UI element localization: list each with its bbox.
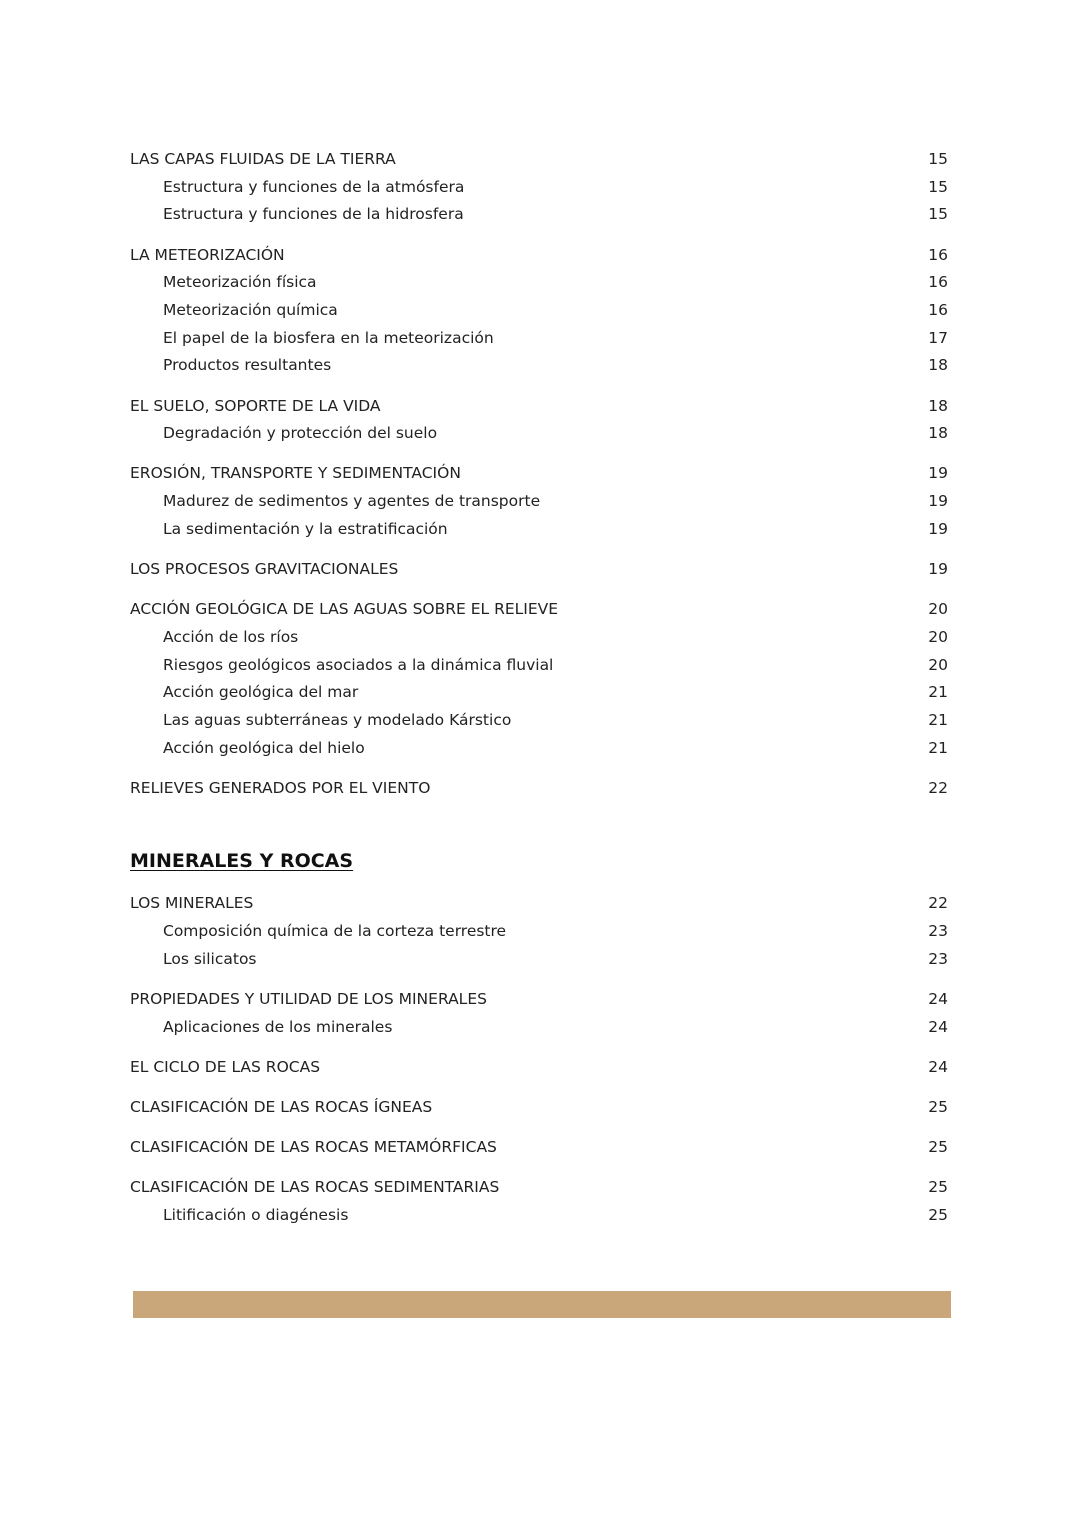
toc-entry-title: Madurez de sedimentos y agentes de transporte	[163, 492, 541, 511]
toc-entry-title: Meteorización química	[163, 300, 338, 319]
toc-entry-title: Composición química de la corteza terrestre	[163, 922, 507, 941]
toc-subentry[interactable]	[130, 1202, 950, 1230]
toc-entry-title: EL SUELO, SOPORTE DE LA VIDA	[130, 396, 381, 415]
toc-group	[130, 1054, 950, 1082]
toc-entry[interactable]	[130, 986, 950, 1014]
toc-group	[130, 1094, 950, 1122]
toc-entry-title: Degradación y protección del suelo	[163, 424, 438, 443]
toc-subentry[interactable]	[130, 707, 950, 735]
toc-entry-title: El papel de la biosfera en la meteorización	[163, 328, 494, 347]
toc-subentry[interactable]	[130, 174, 950, 202]
toc-entry-title: CLASIFICACIÓN DE LAS ROCAS ÍGNEAS	[130, 1098, 433, 1117]
toc-page-number: 23	[928, 922, 948, 941]
toc-entry-title: LA METEORIZACIÓN	[130, 245, 285, 264]
toc-entry-title: Estructura y funciones de la hidrosfera	[163, 205, 464, 224]
toc-page-number: 20	[928, 600, 948, 619]
toc-group	[130, 146, 950, 229]
footer-color-bar	[133, 1291, 951, 1318]
toc-entry-title: Las aguas subterráneas y modelado Kárstico	[163, 710, 512, 729]
toc-entry-title: Acción de los ríos	[163, 627, 299, 646]
toc-entry-title: Aplicaciones de los minerales	[163, 1017, 393, 1036]
toc-entry[interactable]	[130, 1094, 950, 1122]
toc-page-number: 15	[928, 177, 948, 196]
toc-part-2	[130, 890, 950, 1229]
toc-page-number: 16	[928, 300, 948, 319]
toc-page-number: 19	[928, 492, 948, 511]
toc-page-number: 23	[928, 949, 948, 968]
toc-subentry[interactable]	[130, 352, 950, 380]
toc-page-number: 25	[928, 1098, 948, 1117]
toc-page-number: 22	[928, 778, 948, 797]
toc-entry-title: EL CICLO DE LAS ROCAS	[130, 1057, 321, 1076]
toc-group	[130, 393, 950, 448]
toc-page-number: 22	[928, 894, 948, 913]
toc-group	[130, 890, 950, 973]
toc-page-number: 25	[928, 1206, 948, 1225]
toc-subentry[interactable]	[130, 918, 950, 946]
toc-page-number: 17	[928, 328, 948, 347]
toc-entry[interactable]	[130, 146, 950, 174]
toc-entry[interactable]	[130, 775, 950, 803]
toc-subentry[interactable]	[130, 420, 950, 448]
toc-entry-title: Estructura y funciones de la atmósfera	[163, 177, 465, 196]
toc-page-number: 24	[928, 1057, 948, 1076]
toc-entry[interactable]	[130, 1174, 950, 1202]
toc-entry-title: Productos resultantes	[163, 356, 332, 375]
toc-subentry[interactable]	[130, 624, 950, 652]
toc-page-number: 16	[928, 273, 948, 292]
toc-entry[interactable]	[130, 556, 950, 584]
toc-group	[130, 1134, 950, 1162]
toc-entry-title: CLASIFICACIÓN DE LAS ROCAS SEDIMENTARIAS	[130, 1178, 500, 1197]
toc-page-number: 21	[928, 738, 948, 757]
toc-page-number: 15	[928, 150, 948, 168]
toc-entry-title: EROSIÓN, TRANSPORTE Y SEDIMENTACIÓN	[130, 464, 461, 483]
toc-subentry[interactable]	[130, 325, 950, 353]
toc-entry-title: PROPIEDADES Y UTILIDAD DE LOS MINERALES	[130, 990, 487, 1008]
toc-part-1	[130, 146, 950, 802]
toc-group	[130, 1174, 950, 1229]
toc-page-number: 20	[928, 655, 948, 674]
toc-entry-title: Acción geológica del mar	[163, 683, 359, 702]
toc-group	[130, 596, 950, 762]
toc-group	[130, 986, 950, 1041]
toc-page-number: 25	[928, 1178, 948, 1197]
toc-page-number: 24	[928, 1017, 948, 1036]
toc-entry-title: Riesgos geológicos asociados a la dinámica fluvial	[163, 655, 554, 674]
toc-entry[interactable]	[130, 596, 950, 624]
toc-entry-title: Los silicatos	[163, 949, 257, 968]
toc-group	[130, 460, 950, 543]
toc-page-number: 15	[928, 205, 948, 224]
toc-group	[130, 556, 950, 584]
toc-entry-title: La sedimentación y la estratificación	[163, 519, 448, 538]
toc-page-number: 18	[928, 396, 948, 415]
toc-page-number: 21	[928, 683, 948, 702]
toc-entry-title: RELIEVES GENERADOS POR EL VIENTO	[130, 778, 431, 797]
toc-subentry[interactable]	[130, 1014, 950, 1042]
toc-subentry[interactable]	[130, 516, 950, 544]
toc-subentry[interactable]	[130, 269, 950, 297]
toc-page-number: 19	[928, 519, 948, 538]
toc-entry-title: Acción geológica del hielo	[163, 738, 365, 757]
toc-entry[interactable]	[130, 890, 950, 918]
toc-entry-title: ACCIÓN GEOLÓGICA DE LAS AGUAS SOBRE EL RELIEVE	[130, 600, 559, 619]
toc-page-number: 20	[928, 627, 948, 646]
toc-subentry[interactable]	[130, 946, 950, 974]
toc-page-number: 19	[928, 559, 948, 578]
toc-entry-title: CLASIFICACIÓN DE LAS ROCAS METAMÓRFICAS	[130, 1138, 497, 1157]
toc-entry[interactable]	[130, 242, 950, 270]
table-of-contents	[130, 146, 950, 1242]
toc-subentry[interactable]	[130, 297, 950, 325]
toc-entry-title: Meteorización física	[163, 273, 317, 292]
toc-entry[interactable]	[130, 1134, 950, 1162]
toc-subentry[interactable]	[130, 488, 950, 516]
toc-subentry[interactable]	[130, 652, 950, 680]
toc-entry[interactable]	[130, 1054, 950, 1082]
toc-page-number: 24	[928, 990, 948, 1008]
toc-page-number: 18	[928, 356, 948, 375]
toc-page-number: 18	[928, 424, 948, 443]
toc-group	[130, 242, 950, 380]
toc-subentry[interactable]	[130, 201, 950, 229]
toc-page-number: 25	[928, 1138, 948, 1157]
toc-entry[interactable]	[130, 460, 950, 488]
toc-group	[130, 775, 950, 803]
toc-page-number: 19	[928, 464, 948, 483]
toc-subentry[interactable]	[130, 735, 950, 763]
toc-entry-title: LOS MINERALES	[130, 894, 254, 913]
toc-entry-title: LOS PROCESOS GRAVITACIONALES	[130, 559, 399, 578]
toc-page-number: 16	[928, 245, 948, 264]
toc-subentry[interactable]	[130, 679, 950, 707]
toc-page-number: 21	[928, 710, 948, 729]
section-heading: MINERALES Y ROCAS	[130, 850, 354, 873]
toc-entry-title: LAS CAPAS FLUIDAS DE LA TIERRA	[130, 150, 396, 168]
toc-entry-title: Litificación o diagénesis	[163, 1206, 349, 1225]
toc-entry[interactable]	[130, 393, 950, 421]
